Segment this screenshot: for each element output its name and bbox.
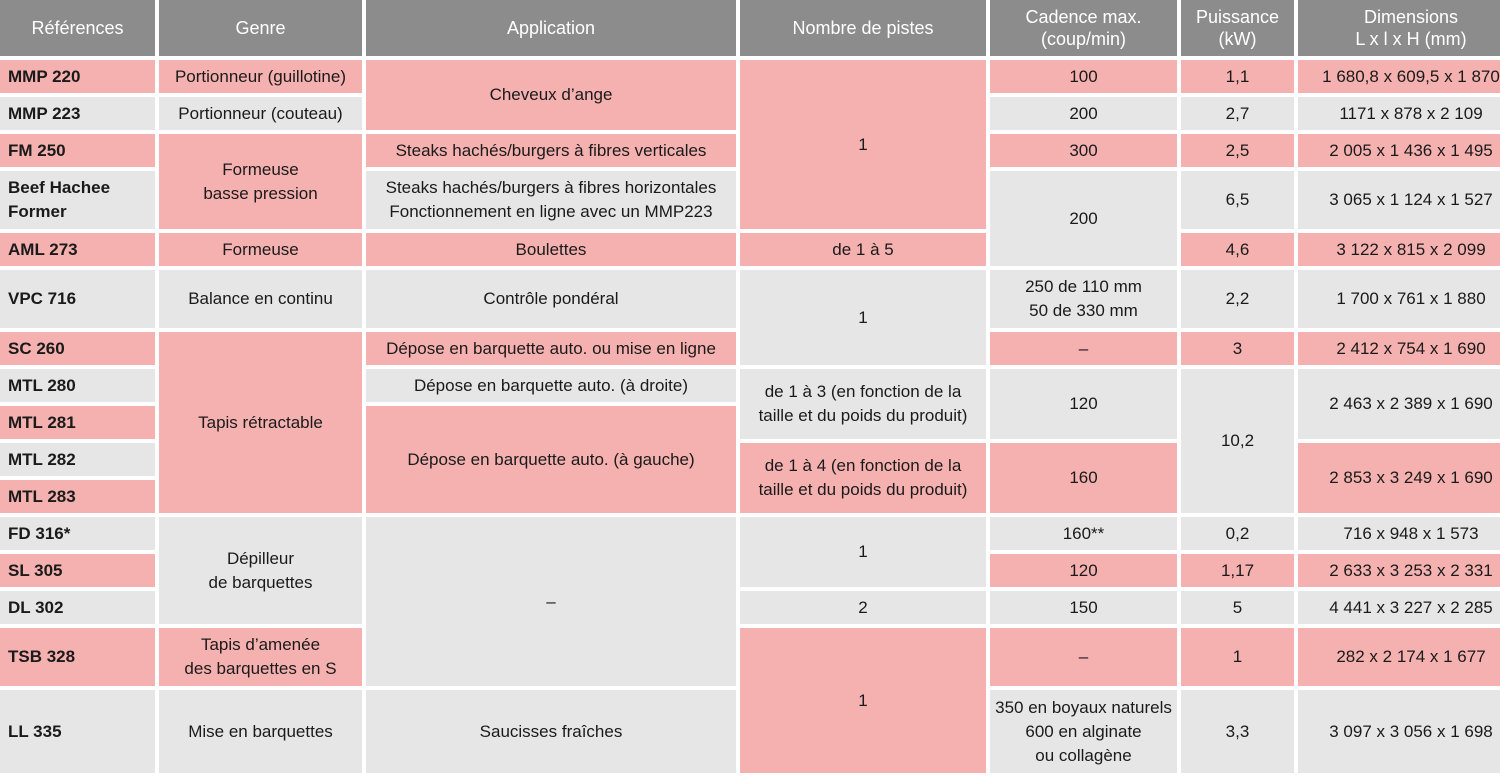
genre-cell: Portionneur (guillotine): [159, 60, 362, 93]
puissance-cell: 0,2: [1181, 517, 1294, 550]
dimensions-cell: 2 853 x 3 249 x 1 690: [1298, 443, 1500, 513]
dimensions-cell: 1 680,8 x 609,5 x 1 870: [1298, 60, 1500, 93]
ref-mmp223: MMP 223: [0, 97, 155, 130]
genre-cell: [159, 517, 362, 624]
header-cadence: [990, 0, 1177, 56]
table-row: [0, 60, 1500, 93]
pistes-line: de 1 à 3 (en fonction de la: [764, 382, 962, 401]
pistes-cell: 1: [740, 270, 986, 365]
cadence-cell: –: [990, 628, 1177, 686]
ref-dl302: DL 302: [0, 591, 155, 624]
pistes-cell: [740, 443, 986, 513]
puissance-cell: 1,17: [1181, 554, 1294, 587]
header-dimensions-line1: Dimensions: [1363, 7, 1459, 27]
dimensions-cell: 2 463 x 2 389 x 1 690: [1298, 369, 1500, 439]
dimensions-cell: 2 633 x 3 253 x 2 331: [1298, 554, 1500, 587]
header-row: [0, 0, 1500, 56]
table-row: [0, 233, 1500, 266]
cadence-cell: 120: [990, 554, 1177, 587]
cadence-cell: 160**: [990, 517, 1177, 550]
cadence-line: ou collagène: [1035, 745, 1132, 765]
dimensions-cell: 3 065 x 1 124 x 1 527: [1298, 171, 1500, 229]
application-cell: Dépose en barquette auto. ou mise en ligne: [366, 332, 736, 365]
cadence-line: 50 de 330 mm: [1029, 301, 1138, 320]
header-pistes: Nombre de pistes: [740, 0, 986, 56]
dimensions-cell: 3 097 x 3 056 x 1 698: [1298, 690, 1500, 773]
application-line: Steaks hachés/burgers à fibres horizontales: [385, 178, 717, 197]
genre-cell: Portionneur (couteau): [159, 97, 362, 130]
application-cell: –: [366, 517, 736, 686]
cadence-cell: 200: [990, 171, 1177, 266]
puissance-cell: 3,3: [1181, 690, 1294, 773]
application-cell: Contrôle pondéral: [366, 270, 736, 328]
ref-sl305: SL 305: [0, 554, 155, 587]
dimensions-cell: 2 005 x 1 436 x 1 495: [1298, 134, 1500, 167]
puissance-cell: 6,5: [1181, 171, 1294, 229]
dimensions-cell: 3 122 x 815 x 2 099: [1298, 233, 1500, 266]
pistes-cell: de 1 à 5: [740, 233, 986, 266]
header-puissance-line2: (kW): [1218, 29, 1257, 49]
ref-mtl281: MTL 281: [0, 406, 155, 439]
puissance-cell: 4,6: [1181, 233, 1294, 266]
cadence-cell: –: [990, 332, 1177, 365]
ref-fd316: FD 316*: [0, 517, 155, 550]
puissance-cell: 1: [1181, 628, 1294, 686]
header-cadence-line2: (coup/min): [1040, 29, 1127, 49]
header-cadence-line1: Cadence max.: [1025, 7, 1142, 27]
pistes-line: de 1 à 4 (en fonction de la: [764, 456, 962, 475]
table-row: [0, 270, 1500, 328]
header-application: Application: [366, 0, 736, 56]
header-puissance: [1181, 0, 1294, 56]
genre-line: des barquettes en S: [184, 659, 337, 678]
dimensions-cell: 4 441 x 3 227 x 2 285: [1298, 591, 1500, 624]
table-row: [0, 517, 1500, 550]
genre-line: de barquettes: [208, 572, 313, 592]
genre-line: Dépilleur: [226, 548, 295, 568]
application-cell: Steaks hachés/burgers à fibres verticales: [366, 134, 736, 167]
pistes-cell: 1: [740, 517, 986, 587]
genre-cell: Formeuse: [159, 233, 362, 266]
genre-cell: Mise en barquettes: [159, 690, 362, 773]
cadence-line: 600 en alginate: [1025, 721, 1142, 741]
puissance-cell: 5: [1181, 591, 1294, 624]
dimensions-cell: 2 412 x 754 x 1 690: [1298, 332, 1500, 365]
genre-line: basse pression: [203, 183, 318, 203]
pistes-cell: [740, 369, 986, 439]
cadence-cell: 100: [990, 60, 1177, 93]
puissance-cell: 2,2: [1181, 270, 1294, 328]
cadence-line: 350 en boyaux naturels: [995, 697, 1172, 717]
dimensions-cell: 716 x 948 x 1 573: [1298, 517, 1500, 550]
ref-line: Former: [8, 202, 67, 221]
puissance-cell: 2,5: [1181, 134, 1294, 167]
application-cell: Saucisses fraîches: [366, 690, 736, 773]
cadence-cell: [990, 690, 1177, 773]
application-cell: Dépose en barquette auto. (à gauche): [366, 406, 736, 513]
ref-mtl280: MTL 280: [0, 369, 155, 402]
dimensions-cell: 282 x 2 174 x 1 677: [1298, 628, 1500, 686]
dimensions-cell: 1171 x 878 x 2 109: [1298, 97, 1500, 130]
application-cell: [366, 171, 736, 229]
puissance-cell: 1,1: [1181, 60, 1294, 93]
header-genre: Genre: [159, 0, 362, 56]
ref-ll335: LL 335: [0, 690, 155, 773]
cadence-cell: 120: [990, 369, 1177, 439]
pistes-line: taille et du poids du produit): [758, 406, 968, 425]
ref-sc260: SC 260: [0, 332, 155, 365]
genre-line: Tapis d’amenée: [200, 635, 321, 654]
header-dimensions: [1298, 0, 1500, 56]
cadence-cell: 150: [990, 591, 1177, 624]
puissance-cell: 3: [1181, 332, 1294, 365]
cadence-line: 250 de 110 mm: [1025, 277, 1142, 296]
pistes-line: taille et du poids du produit): [758, 480, 968, 499]
genre-cell: Balance en continu: [159, 270, 362, 328]
ref-beef-hachee-former: [0, 171, 155, 229]
table-row: [0, 628, 1500, 686]
header-references: Références: [0, 0, 155, 56]
pistes-cell: 1: [740, 628, 986, 773]
header-puissance-line1: Puissance: [1195, 7, 1280, 27]
ref-mtl282: MTL 282: [0, 443, 155, 476]
ref-aml273: AML 273: [0, 233, 155, 266]
ref-vpc716: VPC 716: [0, 270, 155, 328]
pistes-cell: 1: [740, 60, 986, 229]
ref-mtl283: MTL 283: [0, 480, 155, 513]
genre-cell: [159, 628, 362, 686]
pistes-cell: 2: [740, 591, 986, 624]
puissance-cell: 2,7: [1181, 97, 1294, 130]
genre-cell: Tapis rétractable: [159, 332, 362, 513]
header-dimensions-line2: L x l x H (mm): [1355, 29, 1467, 49]
ref-line: Beef Hachee: [8, 178, 111, 197]
cadence-cell: 200: [990, 97, 1177, 130]
puissance-cell: 10,2: [1181, 369, 1294, 513]
application-line: Fonctionnement en ligne avec un MMP223: [389, 202, 713, 221]
dimensions-cell: 1 700 x 761 x 1 880: [1298, 270, 1500, 328]
ref-tsb328: TSB 328: [0, 628, 155, 686]
cadence-cell: 160: [990, 443, 1177, 513]
application-cell: Dépose en barquette auto. (à droite): [366, 369, 736, 402]
application-cell: Boulettes: [366, 233, 736, 266]
ref-fm250: FM 250: [0, 134, 155, 167]
ref-mmp220: MMP 220: [0, 60, 155, 93]
genre-line: Formeuse: [222, 159, 299, 179]
cadence-cell: 300: [990, 134, 1177, 167]
application-cell: Cheveux d’ange: [366, 60, 736, 130]
cadence-cell: [990, 270, 1177, 328]
genre-cell: [159, 134, 362, 229]
